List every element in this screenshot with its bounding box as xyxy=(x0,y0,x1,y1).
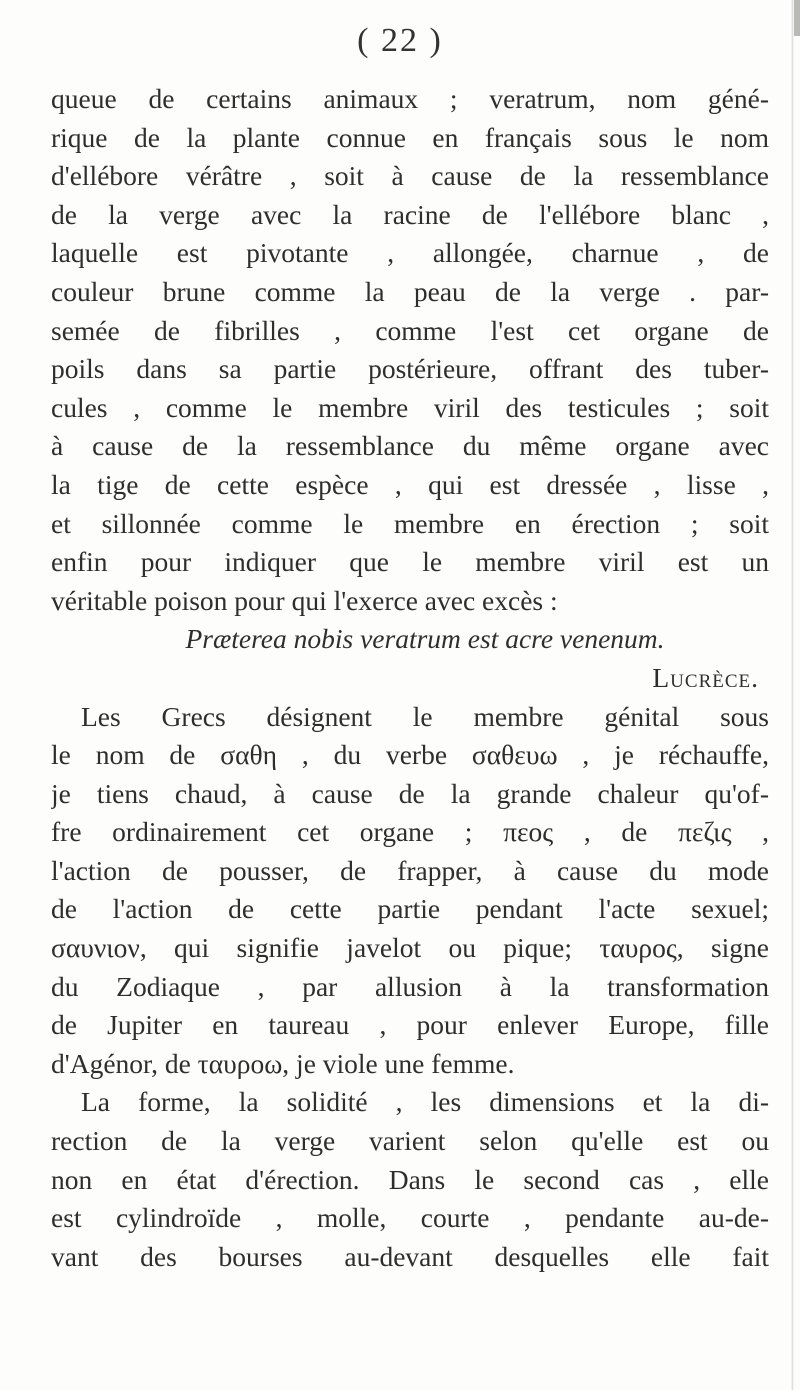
text-line: queue de certains animaux ; veratrum, nom géné- xyxy=(51,83,769,114)
text-line: rection de la verge varient selon qu'elle est ou xyxy=(51,1125,769,1157)
text-line: fre ordinairement cet organe ; πεος , de πεζις , xyxy=(51,816,769,848)
text-line: σαυνιον, qui signifie javelot ou pique; ταυρος, signe xyxy=(51,932,769,964)
text-line: véritable poison pour qui l'exerce avec excès : xyxy=(51,584,558,616)
latin-quote: Præterea nobis veratrum est acre venenum. xyxy=(185,623,665,655)
text-line: de l'action de cette partie pendant l'acte sexuel; xyxy=(51,893,769,925)
text-line: du Zodiaque , par allusion à la transformation xyxy=(51,970,769,1002)
text-line: je tiens chaud, à cause de la grande chaleur qu'of- xyxy=(51,777,769,809)
text-line: à cause de la ressemblance du même organe avec xyxy=(51,430,769,462)
text-line: La forme, la solidité , les dimensions et la di- xyxy=(81,1086,769,1118)
text-line: cules , comme le membre viril des testicules ; soit xyxy=(51,391,769,423)
text-line: la tige de cette espèce , qui est dressée , lisse , xyxy=(51,468,769,500)
text-line: de la verge avec la racine de l'ellébore blanc , xyxy=(51,198,769,230)
text-line: laquelle est pivotante , allongée, charnue , de xyxy=(51,237,769,269)
text-line: l'action de pousser, de frapper, à cause du mode xyxy=(51,854,769,886)
page-edge xyxy=(791,0,794,1390)
text-line: rique de la plante connue en français sous le nom xyxy=(51,121,769,153)
body-text xyxy=(51,80,769,1276)
text-line: d'Agénor, de ταυροω, je viole une femme. xyxy=(51,1047,515,1079)
text-line: semée de fibrilles , comme l'est cet organe de xyxy=(51,314,769,346)
text-line: non en état d'érection. Dans le second cas , elle xyxy=(51,1163,769,1195)
text-line: de Jupiter en taureau , pour enlever Europe, fille xyxy=(51,1009,769,1041)
text-line: et sillonnée comme le membre en érection ; soit xyxy=(51,507,769,539)
text-line: est cylindroïde , molle, courte , pendante au-de- xyxy=(51,1202,769,1234)
text-line: vant des bourses au-devant desquelles elle fait xyxy=(51,1240,769,1272)
text-line: enfin pour indiquer que le membre viril est un xyxy=(51,546,769,578)
text-line: poils dans sa partie postérieure, offrant des tuber- xyxy=(51,353,769,385)
quote-author: Lucrèce. xyxy=(652,661,759,693)
text-line: couleur brune comme la peau de la verge . par- xyxy=(51,275,769,307)
page-number: ( 22 ) xyxy=(357,22,443,59)
text-line: le nom de σαθη , du verbe σαθευω , je réchauffe, xyxy=(51,739,769,771)
text-line: d'ellébore vérâtre , soit à cause de la ressemblance xyxy=(51,160,769,192)
text-line: Les Grecs désignent le membre génital sous xyxy=(81,700,769,732)
